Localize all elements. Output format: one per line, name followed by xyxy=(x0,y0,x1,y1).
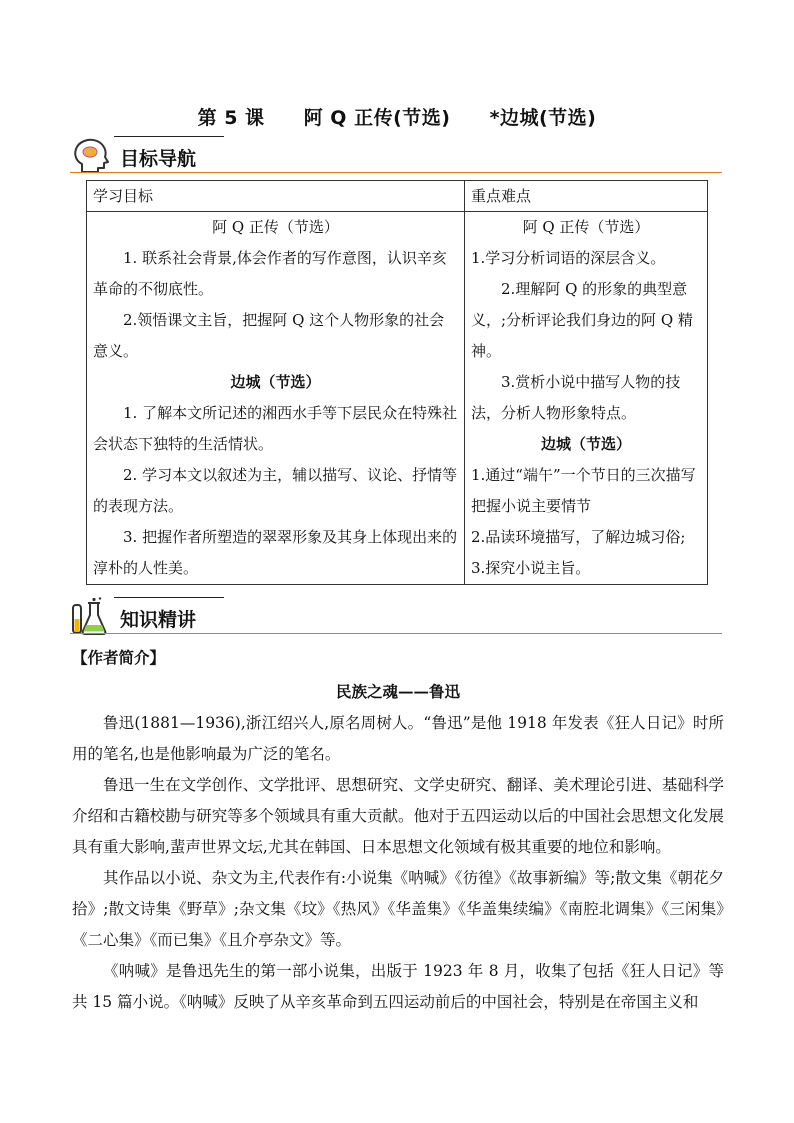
key-points-cell xyxy=(465,212,708,585)
lesson-number: 第 5 课 xyxy=(197,107,265,129)
author-subtitle: 民族之魂——鲁迅 xyxy=(335,682,460,701)
goal-item: 1. 了解本文所记述的湘西水手等下层民众在特殊社会状态下独特的生活情状。 xyxy=(93,404,458,453)
keypoint-item: 2.理解阿 Q 的形象的典型意义，;分析评论我们身边的阿 Q 精神。 xyxy=(471,280,693,360)
paragraph: 鲁迅(1881—1936),浙江绍兴人,原名周树人。“鲁迅”是他 1918 年发表《狂人日记》时所用的笔名,也是他影响最为广泛的笔名。 xyxy=(72,714,724,763)
keypoint-item: 1.通过“端午”一个节日的三次描写把握小说主要情节 xyxy=(471,466,696,515)
keypoint-item: 2.品读环境描写，了解边城习俗; xyxy=(471,528,686,546)
lesson-title-2: *边城(节选) xyxy=(489,107,597,129)
section-top-rule xyxy=(114,136,224,137)
section-label: 知识精讲 xyxy=(120,609,197,631)
section-label: 目标导航 xyxy=(120,148,197,170)
goal-part2-title: 边城（节选） xyxy=(230,373,321,391)
keypoint-item: 3.探究小说主旨。 xyxy=(471,559,591,577)
head-brain-icon xyxy=(70,136,114,176)
learning-goals-cell xyxy=(87,212,465,585)
paragraph: 鲁迅一生在文学创作、文学批评、思想研究、文学史研究、翻译、美术理论引进、基础科学介绍和古籍校勘与研究等多个领域具有重大贡献。他对于五四运动以后的中国社会思想文化发展具有重大影响,蜚声世界文坛,尤其在韩国、日本思想文化领域有极其重要的地位和影响。 xyxy=(72,776,724,856)
section-header-knowledge xyxy=(70,597,722,637)
keypoint-item: 1.学习分析词语的深层含义。 xyxy=(471,249,666,267)
section-orange-rule xyxy=(70,633,722,634)
section-orange-rule xyxy=(70,172,722,173)
paragraph: 其作品以小说、杂文为主,代表作有:小说集《呐喊》《彷徨》《故事新编》等;散文集《朝花夕拾》;散文诗集《野草》;杂文集《坟》《热风》《华盖集》《华盖集续编》《南腔北调集》《三闲集》《二心集》《而已集》《且介亭杂文》等。 xyxy=(72,869,724,949)
goal-item: 1. 联系社会背景,体会作者的写作意图，认识辛亥革命的不彻底性。 xyxy=(93,249,447,298)
header-key-points: 重点难点 xyxy=(465,181,708,212)
keypoint-part1-title: 阿 Q 正传（节选） xyxy=(522,218,650,236)
goal-part1-title: 阿 Q 正传（节选） xyxy=(212,218,339,236)
goal-item: 2.领悟课文主旨，把握阿 Q 这个人物形象的社会意义。 xyxy=(93,311,445,360)
lab-flask-icon xyxy=(70,597,114,637)
table-header-row xyxy=(87,181,708,212)
lesson-title-1: 阿 Q 正传(节选) xyxy=(303,107,451,129)
keypoint-item: 3.赏析小说中描写人物的技法，分析人物形象特点。 xyxy=(471,373,681,422)
keypoint-part2-title: 边城（节选） xyxy=(540,435,631,453)
goal-item: 2. 学习本文以叙述为主，辅以描写、议论、抒情等的表现方法。 xyxy=(93,466,458,515)
knowledge-content xyxy=(72,642,724,1018)
section-top-rule xyxy=(114,597,224,598)
section-header-goals xyxy=(70,136,722,176)
goals-table xyxy=(86,180,708,585)
header-learning-goals: 学习目标 xyxy=(87,181,465,212)
page-title xyxy=(0,103,794,130)
goal-item: 3. 把握作者所塑造的翠翠形象及其身上体现出来的淳朴的人性美。 xyxy=(93,528,458,577)
paragraph: 《呐喊》是鲁迅先生的第一部小说集，出版于 1923 年 8 月，收集了包括《狂人日记》等共 15 篇小说。《呐喊》反映了从辛亥革命到五四运动前后的中国社会，特别是在帝国主义和 xyxy=(72,962,724,1011)
table-body-row xyxy=(87,212,708,585)
author-intro-tag: 【作者简介】 xyxy=(72,648,166,667)
